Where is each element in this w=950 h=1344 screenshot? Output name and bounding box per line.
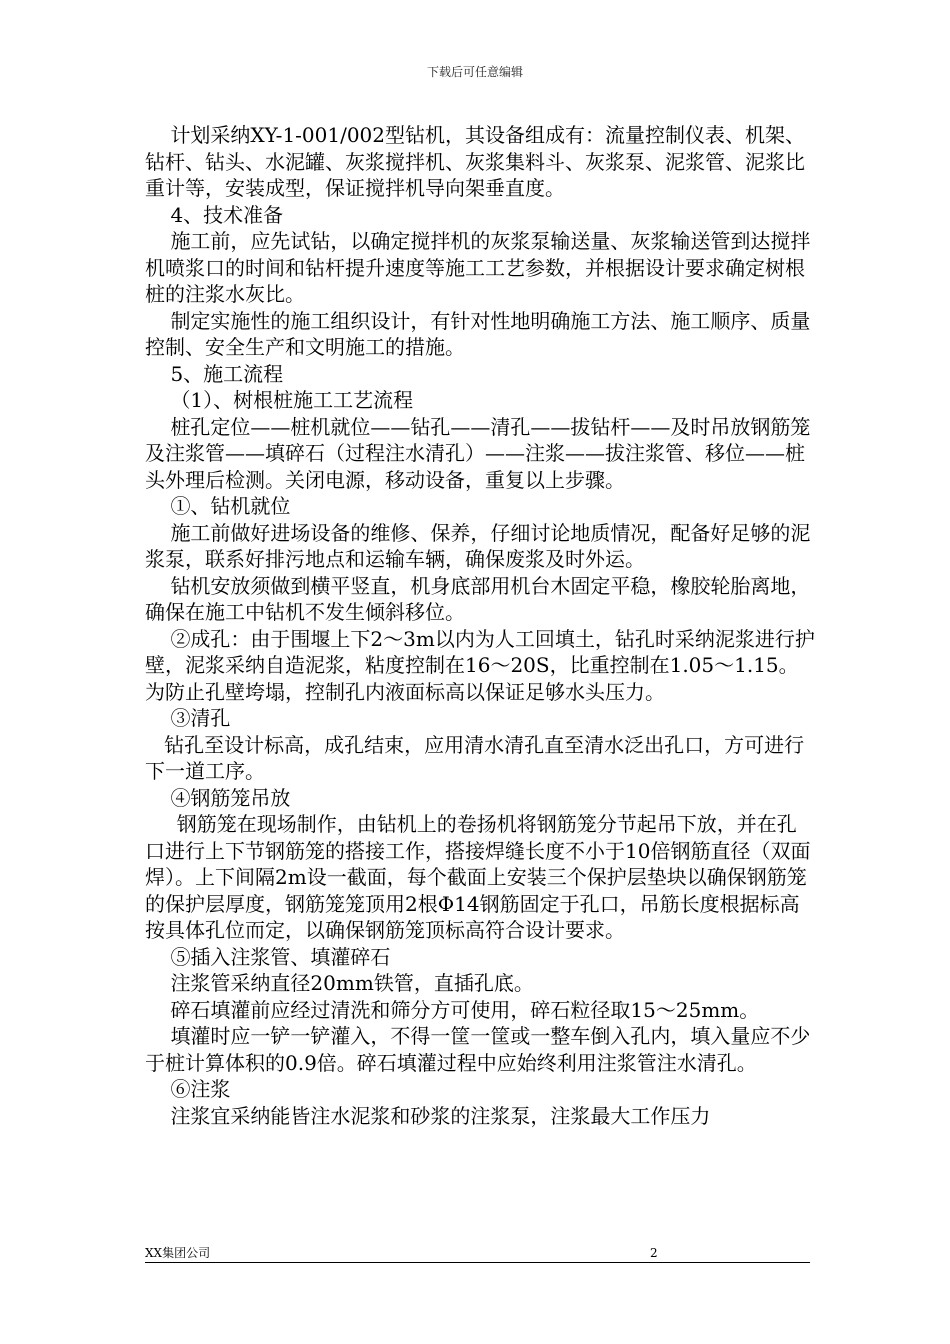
- paragraph-rig-placement: 钻机安放须做到横平竖直，机身底部用机台木固定平稳，橡胶轮胎离地，确保在施工中钻机不发生倾斜移位。: [145, 573, 811, 624]
- paragraph-grouting: 注浆宜采纳能皆注水泥浆和砂浆的注浆泵，注浆最大工作压力: [145, 1103, 711, 1128]
- document-body: [145, 122, 815, 1129]
- heading-construction-process: 5、施工流程: [145, 361, 284, 386]
- footer-company: XX集团公司: [145, 1246, 211, 1260]
- paragraph-gravel-preparation: 碎石填灌前应经过清洗和筛分方可使用，碎石粒径取15～25mm。: [145, 997, 760, 1022]
- paragraph-cage-lifting: 钢筋笼在现场制作，由钻机上的卷扬机将钢筋笼分节起吊下放，并在孔口进行上下节钢筋笼的搭接工作，搭接焊缝长度不小于10倍钢筋直径（双面焊）。上下间隔2m设一截面，每个截面上安装三个保护层垫块以确保钢筋笼的保护层厚度，钢筋笼笼顶用2根Φ14钢筋固定于孔口，吊筋长度根据标高按具体孔位而定，以确保钢筋笼顶标高符合设计要求。: [145, 812, 811, 942]
- footer-rule: [145, 1262, 810, 1263]
- page-header: 下载后可任意编辑: [426, 65, 523, 79]
- paragraph-gravel-filling: 填灌时应一铲一铲灌入，不得一筐一筐或一整车倒入孔内，填入量应不少于桩计算体积的0.9倍。碎石填灌过程中应始终利用注浆管注水清孔。: [145, 1024, 811, 1075]
- subheading-hole-cleaning: ③清孔: [145, 706, 231, 730]
- subheading-rig-positioning: ①、钻机就位: [145, 494, 291, 518]
- paragraph-trial-drilling: 施工前，应先试钻，以确定搅拌机的灰浆泵输送量、灰浆输送管到达搅拌机喷浆口的时间和钻杆提升速度等施工工艺参数，并根据设计要求确定树根桩的注浆水灰比。: [145, 229, 811, 306]
- heading-technical-preparation: 4、技术准备: [145, 202, 284, 227]
- subheading-grout-pipe-gravel: ⑤插入注浆管、填灌碎石: [145, 944, 391, 969]
- paragraph-grout-pipe: 注浆管采纳直径20mm铁管，直插孔底。: [145, 971, 534, 995]
- paragraph-hole-forming: ②成孔：由于围堰上下2～3m以内为人工回填土，钻孔时采纳泥浆进行护壁，泥浆采纳自造泥浆，粘度控制在16～20S，比重控制在1.05～1.15。为防止孔壁垮塌，控制孔内液面标高以保证足够水头压力。: [145, 626, 815, 704]
- paragraph-process-flow: 桩孔定位——桩机就位——钻孔——清孔——拔钻杆——及时吊放钢筋笼及注浆管——填碎石（过程注水清孔）——注浆——拔注浆管、移位——桩头外理后检测。关闭电源，移动设备，重复以上步骤。: [145, 414, 811, 492]
- paragraph-equipment-maintenance: 施工前做好进场设备的维修、保养，仔细讨论地质情况，配备好足够的泥浆泵，联系好排污地点和运输车辆，确保废浆及时外运。: [145, 520, 811, 571]
- paragraph-construction-design: 制定实施性的施工组织设计，有针对性地明确施工方法、施工顺序、质量控制、安全生产和文明施工的措施。: [145, 308, 811, 359]
- subheading-grouting: ⑥注浆: [145, 1077, 231, 1101]
- subheading-root-pile-process: （1）、树根桩施工工艺流程: [145, 388, 414, 412]
- paragraph-drilling-equipment: 计划采纳XY-1-001/002型钻机，其设备组成有：流量控制仪表、机架、钻杆、钻头、水泥罐、灰浆搅拌机、灰浆集料斗、灰浆泵、泥浆管、泥浆比重计等，安装成型，保证搅拌机导向架垂直度。: [145, 123, 806, 200]
- footer-page-number: 2: [650, 1246, 658, 1260]
- subheading-cage-lifting: ④钢筋笼吊放: [145, 785, 291, 810]
- paragraph-hole-cleaning: 钻孔至设计标高，成孔结束，应用清水清孔直至清水泛出孔口，方可进行下一道工序。: [145, 732, 805, 783]
